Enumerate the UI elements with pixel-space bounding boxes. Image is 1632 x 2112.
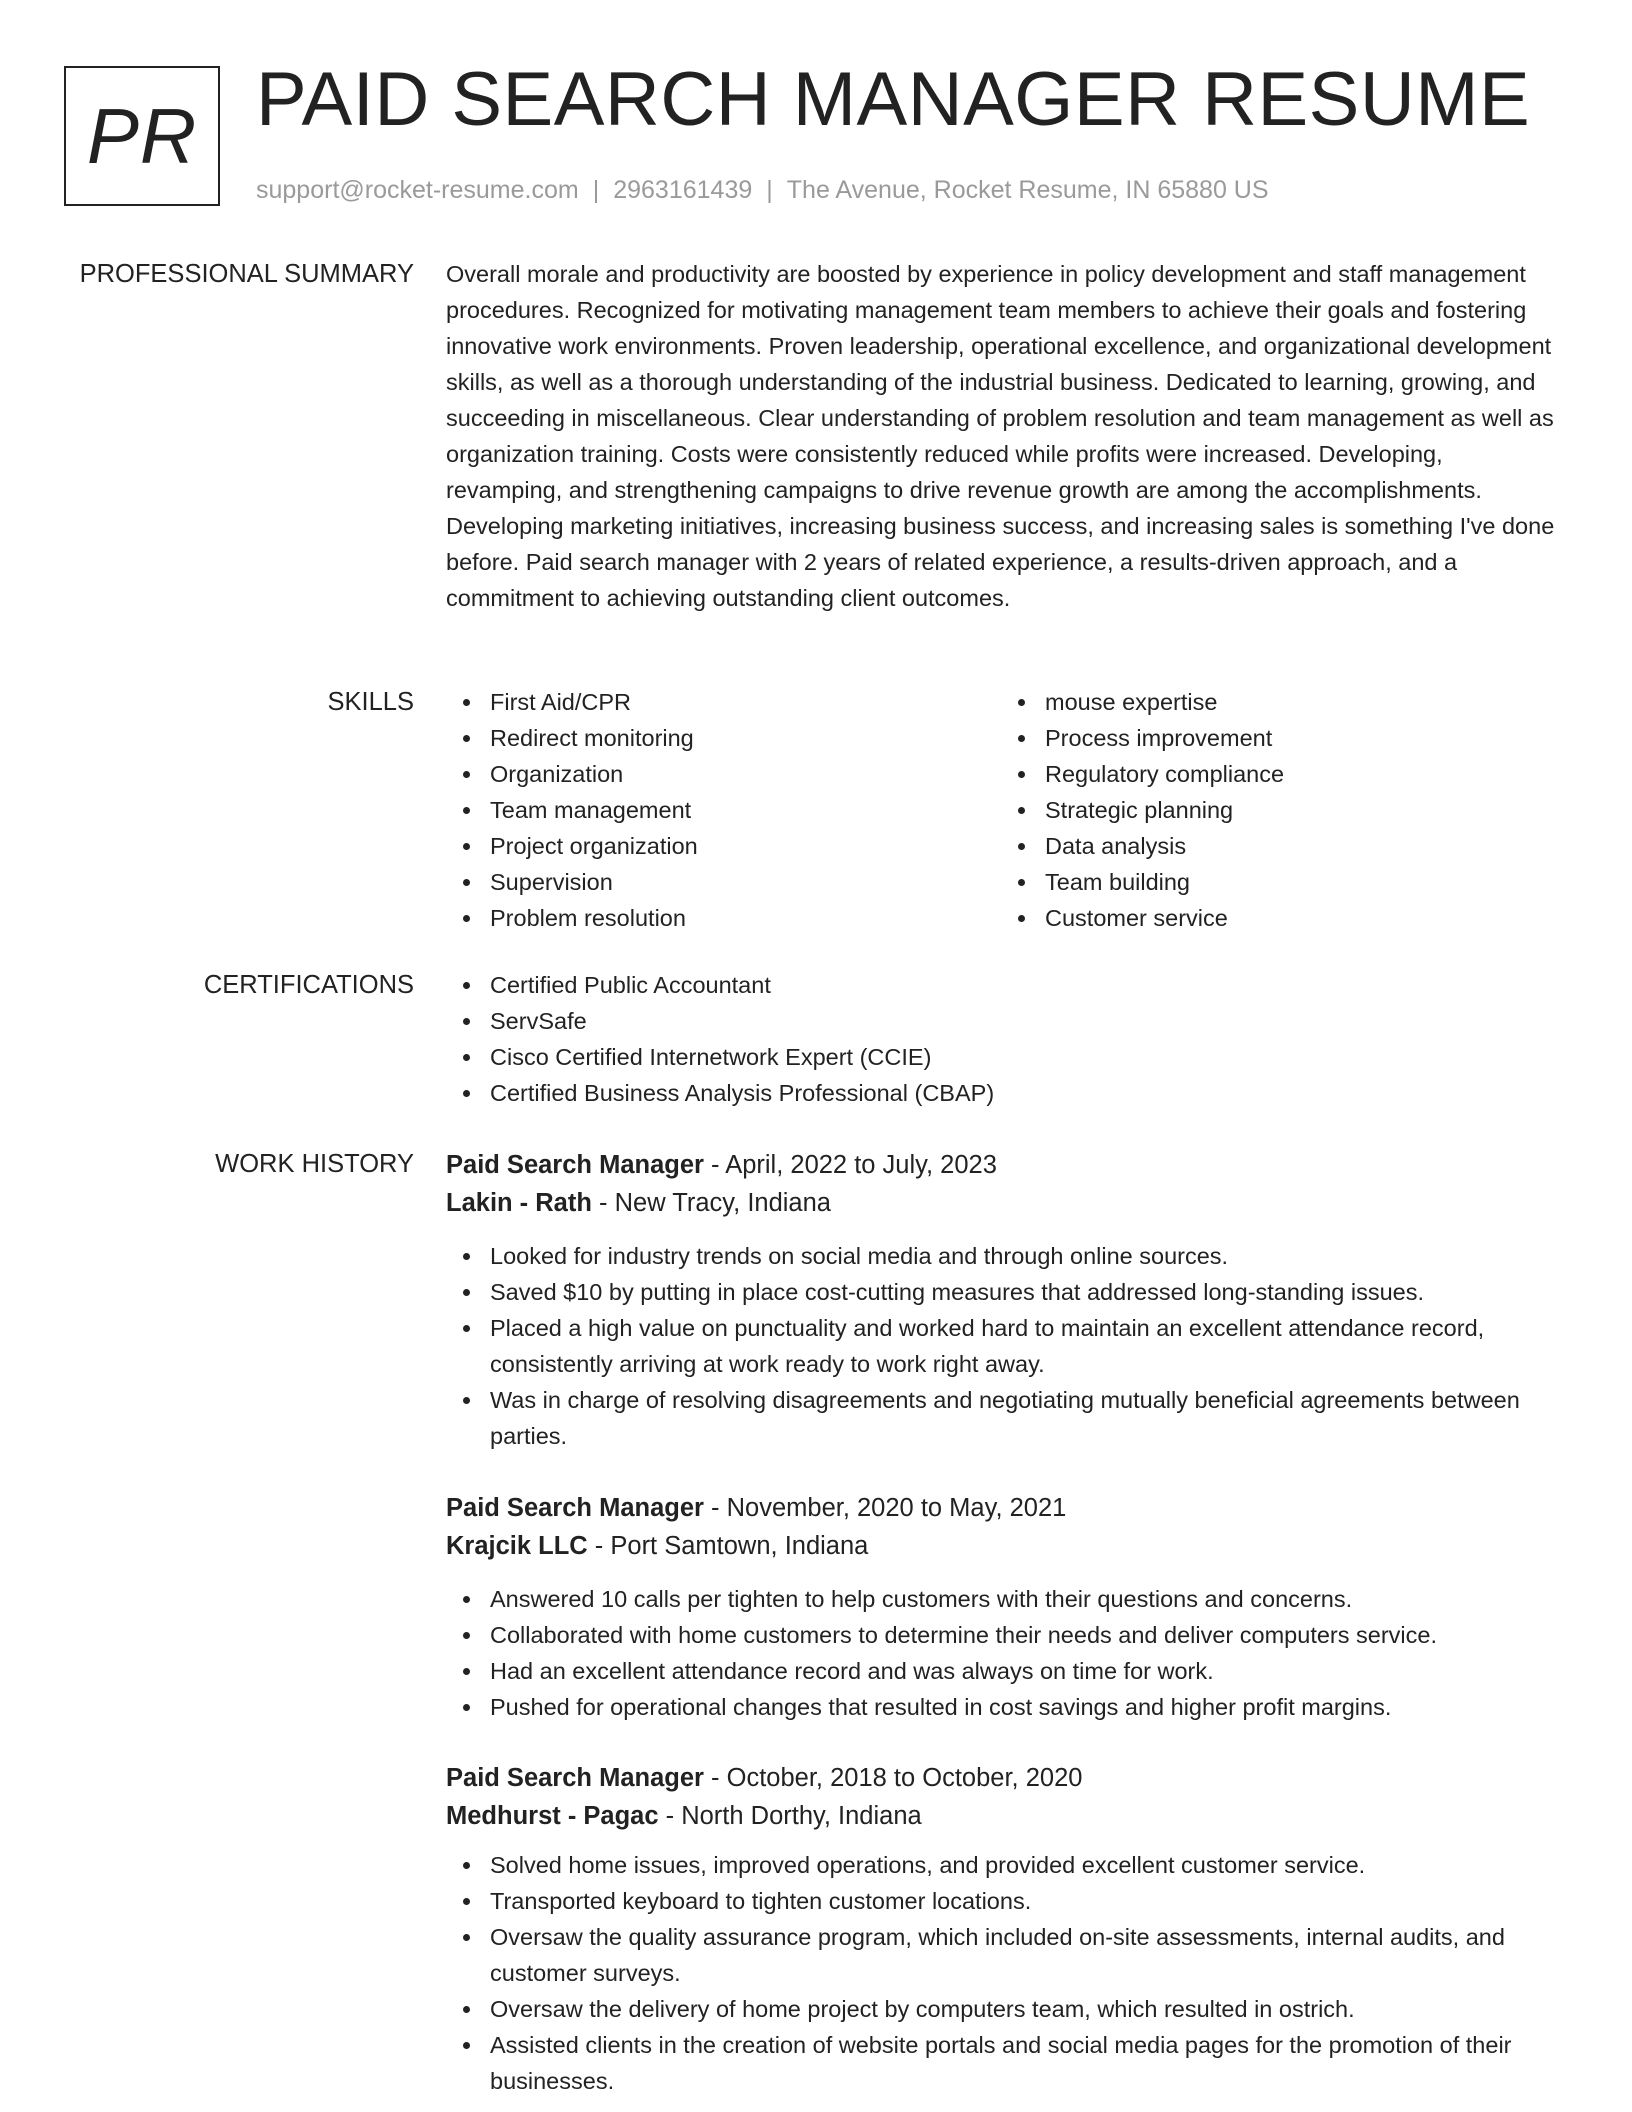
contact-separator: |	[592, 176, 600, 204]
skill-item: Data analysis	[1045, 828, 1556, 864]
skill-item: Project organization	[490, 828, 1001, 864]
job-bullet: Was in charge of resolving disagreements and negotiating mutually beneficial agreements between parties.	[490, 1382, 1566, 1454]
job-bullet: Answered 10 calls per tighten to help customers with their questions and concerns.	[490, 1581, 1566, 1617]
resume-title: PAID SEARCH MANAGER RESUME	[256, 57, 1531, 142]
skill-item: Organization	[490, 756, 1001, 792]
job-bullet: Looked for industry trends on social media and through online sources.	[490, 1238, 1566, 1274]
contact-phone: 2963161439	[613, 176, 753, 204]
certification-item: Cisco Certified Internetwork Expert (CCIE)	[490, 1039, 1556, 1075]
job-dates: - November, 2020 to May, 2021	[703, 1494, 1067, 1522]
skill-item: Customer service	[1045, 900, 1556, 936]
contact-line	[256, 172, 1269, 208]
monogram-logo: PR	[64, 66, 220, 206]
skill-item: Redirect monitoring	[490, 720, 1001, 756]
job-bullet: Assisted clients in the creation of website portals and social media pages for the promotion of their businesses.	[490, 2027, 1566, 2099]
skill-item: Problem resolution	[490, 900, 1001, 936]
section-title-summary: PROFESSIONAL SUMMARY	[79, 260, 414, 288]
job-company-line	[446, 1527, 1566, 1565]
skill-item: Regulatory compliance	[1045, 756, 1556, 792]
job-title-line	[446, 1489, 1566, 1527]
job-bullet: Pushed for operational changes that resulted in cost savings and higher profit margins.	[490, 1689, 1566, 1725]
skill-item: Team management	[490, 792, 1001, 828]
contact-address: The Avenue, Rocket Resume, IN 65880 US	[786, 176, 1269, 204]
contact-email[interactable]: support@rocket-resume.com	[256, 176, 579, 204]
job-dates: - April, 2022 to July, 2023	[703, 1151, 997, 1179]
job-bullet: Solved home issues, improved operations, and provided excellent customer service.	[490, 1847, 1566, 1883]
skills-list-right	[1001, 684, 1556, 936]
section-title-skills: SKILLS	[327, 688, 414, 716]
job-location: - Port Samtown, Indiana	[587, 1532, 869, 1560]
certification-item: Certified Business Analysis Professional (CBAP)	[490, 1075, 1556, 1111]
job-bullets	[446, 1238, 1566, 1454]
contact-separator: |	[766, 176, 773, 204]
skill-item: First Aid/CPR	[490, 684, 1001, 720]
job-location: - New Tracy, Indiana	[591, 1189, 831, 1217]
job-dates: - October, 2018 to October, 2020	[703, 1764, 1083, 1792]
certification-item: Certified Public Accountant	[490, 967, 1556, 1003]
job-bullet: Transported keyboard to tighten customer locations.	[490, 1883, 1566, 1919]
job-bullet: Oversaw the delivery of home project by computers team, which resulted in ostrich.	[490, 1991, 1566, 2027]
job-role: Paid Search Manager	[446, 1151, 704, 1179]
job-role: Paid Search Manager	[446, 1764, 704, 1792]
job-company: Krajcik LLC	[446, 1532, 588, 1560]
job-entry	[446, 1146, 1566, 1454]
job-location: - North Dorthy, Indiana	[658, 1802, 922, 1830]
job-title-line	[446, 1146, 1566, 1184]
job-role: Paid Search Manager	[446, 1494, 704, 1522]
job-bullet: Saved $10 by putting in place cost-cutting measures that addressed long-standing issues.	[490, 1274, 1566, 1310]
skills-list-left	[446, 684, 1001, 936]
job-company: Medhurst - Pagac	[446, 1802, 659, 1830]
job-bullet: Had an excellent attendance record and was always on time for work.	[490, 1653, 1566, 1689]
job-bullet: Collaborated with home customers to determine their needs and deliver computers service.	[490, 1617, 1566, 1653]
job-title-line	[446, 1759, 1566, 1797]
job-entry	[446, 1489, 1566, 1725]
skill-item: Process improvement	[1045, 720, 1556, 756]
job-company-line	[446, 1184, 1566, 1222]
skill-item: Supervision	[490, 864, 1001, 900]
job-company: Lakin - Rath	[446, 1189, 592, 1217]
certification-item: ServSafe	[490, 1003, 1556, 1039]
job-company-line	[446, 1797, 1566, 1835]
job-bullet: Placed a high value on punctuality and worked hard to maintain an excellent attendance record, consistently arriving at work ready to work right away.	[490, 1310, 1566, 1382]
skill-item: Team building	[1045, 864, 1556, 900]
job-entry	[446, 1759, 1566, 2099]
certifications-list	[446, 967, 1556, 1111]
summary-text: Overall morale and productivity are boosted by experience in policy development and staff management procedures. Recognized for motivating management team members to achieve their goals and fostering innovative work environments. Proven leadership, operational excellence, and organizational development skills, as well as a thorough understanding of the industrial business. Dedicated to learning, growing, and succeeding in miscellaneous. Clear understanding of problem resolution and team management as well as organization training. Costs were consistently reduced while profits were increased. Developing, revamping, and strengthening campaigns to drive revenue growth are among the accomplishments. Developing marketing initiatives, increasing business success, and increasing sales is something I've done before. Paid search manager with 2 years of related experience, a results-driven approach, and a commitment to achieving outstanding client outcomes.	[446, 261, 1555, 611]
job-bullet: Oversaw the quality assurance program, which included on-site assessments, internal audits, and customer surveys.	[490, 1919, 1566, 1991]
job-bullets	[446, 1847, 1566, 2099]
skill-item: mouse expertise	[1045, 684, 1556, 720]
job-bullets	[446, 1581, 1566, 1725]
skill-item: Strategic planning	[1045, 792, 1556, 828]
section-title-certifications: CERTIFICATIONS	[203, 971, 414, 999]
section-title-work-history: WORK HISTORY	[215, 1150, 414, 1178]
